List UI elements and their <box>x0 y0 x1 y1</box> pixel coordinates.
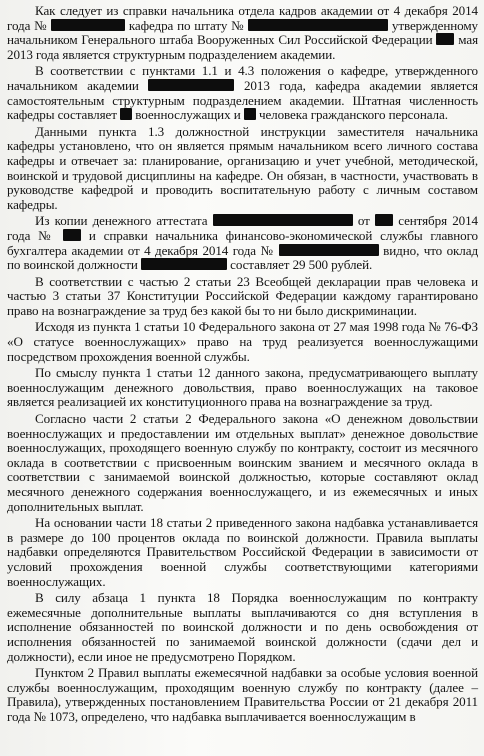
text-segment: В силу абзаца 1 пункта 18 Порядка военнослужащим по контракту ежемесячные дополнительные выплаты выплачиваются со дня вступления в исполнение обязанностей по воинской должности и по день освобождения от исполнения обязанностей по занимаемой воинской должности (сдачи дел и должности), если иное не предусмотрено Порядком. <box>7 590 478 664</box>
redaction-block <box>279 244 379 256</box>
text-segment: видно, что оклад по воинской должности <box>7 242 479 273</box>
text-segment: кафедра по штату № <box>125 17 249 33</box>
text-segment: Данными пункта 1.3 должностной инструкции заместителя начальника кафедры установлено, что он является прямым начальником всего личного состава кафедры и отвечает за: планирование, организацию и учет учебной, методической, воинской и трудовой дисциплины на кафедре. Он обязан, в частности, участвовать в руководстве кафедрой и проводить воспитательную работу с личным составом кафедры. <box>7 123 478 212</box>
text-segment: составляет 29 500 рублей. <box>226 257 373 273</box>
redaction-block <box>248 19 388 31</box>
paragraph-p8 <box>7 412 478 514</box>
text-segment: Как следует из справки начальника отдела кадров академии от 4 декабря 2014 года № <box>7 3 478 33</box>
text-segment: 2013 года, кафедра академии является самостоятельным структурным подразделением академии. Штатная численность кафедры составляет <box>7 77 478 123</box>
redaction-block <box>375 214 393 226</box>
text-segment: военнослужащих и <box>132 107 244 123</box>
redaction-block <box>141 258 227 270</box>
redaction-block <box>51 19 125 31</box>
paragraph-p10 <box>7 591 478 664</box>
paragraph-p9 <box>7 516 478 589</box>
paragraph-p1 <box>7 4 478 62</box>
paragraph-p4 <box>7 214 478 272</box>
text-segment: и справки начальника финансово-экономической службы главного бухгалтера академии от 4 декабря 2014 года № <box>7 227 478 258</box>
redaction-block <box>148 79 234 91</box>
text-segment: В соответствии с пунктами 1.1 и 4.3 положения о кафедре, утвержденного начальником академии <box>7 63 478 93</box>
paragraph-p5 <box>7 275 478 319</box>
paragraph-p6 <box>7 320 478 364</box>
paragraph-p3 <box>7 125 478 213</box>
redaction-block <box>244 108 256 120</box>
redaction-block <box>120 108 132 120</box>
redaction-block <box>213 214 353 226</box>
paragraph-p11 <box>7 666 478 724</box>
text-segment: Из копии денежного аттестата <box>35 213 213 229</box>
document-body <box>7 4 478 725</box>
text-segment: Пунктом 2 Правил выплаты ежемесячной надбавки за особые условия военной службы военнослужащим, проходящим военную службу по контракту (далее – Правила), утвержденных постановлением Правительства России от 21 декабря 2011 года № 1073, определено, что надбавка выплачивается военнослужащим в <box>7 665 478 724</box>
text-segment: от <box>352 213 375 229</box>
text-segment: В соответствии с частью 2 статьи 23 Всеобщей декларации прав человека и частью 3 статьи 37 Конституции Российской Федерации каждому гарантировано право на вознаграждение за труд без какой бы то ни было дискриминации. <box>7 273 478 318</box>
text-segment: На основании части 18 статьи 2 приведенного закона надбавка устанавливается в размере до 100 процентов оклада по воинской должности. Правила выплаты надбавки определяются Правительством Российской Федерации в зависимости от условий прохождения военной службы соответствующими категориями военнослужащих. <box>7 515 478 589</box>
redaction-block <box>63 229 81 241</box>
redaction-block <box>436 33 454 45</box>
paragraph-p7 <box>7 366 478 410</box>
text-segment: Согласно части 2 статьи 2 Федерального закона «О денежном довольствии военнослужащих и предоставлении им отдельных выплат» денежное довольствие военнослужащих, проходящего военную службу по контракту, состоит из месячного оклада в соответствии с присвоенным воинским званием и месячного оклада в соответствии с занимаемой воинской должностью, которые составляют оклад месячного денежного содержания военнослужащего, и из ежемесячных и иных дополнительных выплат. <box>7 411 478 514</box>
text-segment: мая 2013 года является структурным подразделением академии. <box>7 32 479 62</box>
text-segment: По смыслу пункта 1 статьи 12 данного закона, предусматривающего выплату военнослужащим денежного довольствия, право военнослужащих на таковое является реализацией их конституционного права на вознаграждение за труд. <box>7 365 478 410</box>
text-segment: Исходя из пункта 1 статьи 10 Федерального закона от 27 мая 1998 года № 76-ФЗ «О статусе военнослужащих» право на труд реализуется военнослужащими посредством прохождения военной службы. <box>7 319 478 364</box>
paragraph-p2 <box>7 64 478 122</box>
text-segment: человека гражданского персонала. <box>255 107 448 123</box>
text-segment: сентября 2014 года № <box>7 213 478 243</box>
text-segment: утвержденному начальником Генерального штаба Вооруженных Сил Российской Федерации <box>7 17 478 48</box>
